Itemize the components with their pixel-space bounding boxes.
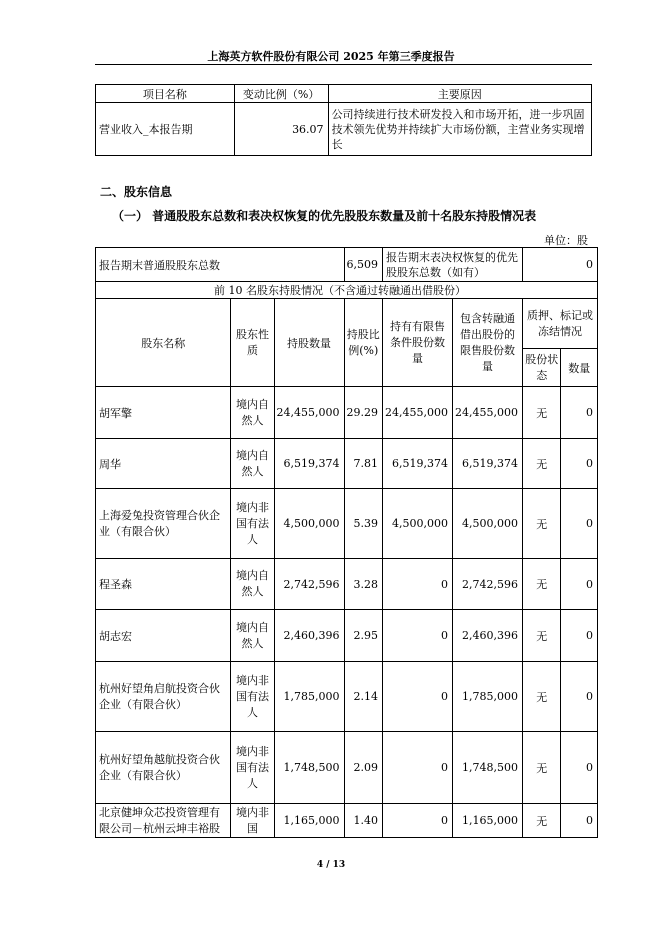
incl-lent-shares: 1,748,500 bbox=[453, 732, 523, 804]
share-status: 无 bbox=[523, 489, 561, 559]
shareholder-name: 周华 bbox=[96, 439, 231, 489]
share-status: 无 bbox=[523, 610, 561, 662]
shareholder-nature: 境内非国有法人 bbox=[231, 732, 274, 804]
top10-title: 前 10 名股东持股情况（不含通过转融通出借股份） bbox=[96, 282, 598, 299]
ratio: 2.95 bbox=[344, 610, 383, 662]
shareholder-name: 杭州好望角启航投资合伙企业（有限合伙） bbox=[96, 662, 231, 732]
shareholder-nature: 境内自然人 bbox=[231, 559, 274, 610]
pledge-quantity: 0 bbox=[561, 804, 598, 838]
pledge-quantity: 0 bbox=[561, 559, 598, 610]
incl-lent-shares: 2,460,396 bbox=[453, 610, 523, 662]
restricted-shares: 24,455,000 bbox=[383, 387, 453, 439]
ratio: 3.28 bbox=[344, 559, 383, 610]
change-ratio: 36.07 bbox=[234, 103, 328, 156]
shares: 2,742,596 bbox=[274, 559, 344, 610]
incl-lent-shares: 1,165,000 bbox=[453, 804, 523, 838]
header-ratio: 持股比例(%) bbox=[344, 299, 383, 387]
shares: 1,165,000 bbox=[274, 804, 344, 838]
change-reason: 公司持续进行技术研发投入和市场开拓，进一步巩固技术领先优势并持续扩大市场份额，主营业务实现增长 bbox=[328, 103, 591, 156]
share-status: 无 bbox=[523, 662, 561, 732]
pledge-quantity: 0 bbox=[561, 732, 598, 804]
table-row bbox=[96, 387, 598, 439]
share-status: 无 bbox=[523, 732, 561, 804]
header-change-ratio: 变动比例（%） bbox=[234, 85, 328, 103]
header-shares: 持股数量 bbox=[274, 299, 344, 387]
restricted-shares: 6,519,374 bbox=[383, 439, 453, 489]
ratio: 29.29 bbox=[344, 387, 383, 439]
shareholder-table bbox=[95, 247, 598, 838]
pledge-quantity: 0 bbox=[561, 610, 598, 662]
shares: 24,455,000 bbox=[274, 387, 344, 439]
table-row bbox=[96, 439, 598, 489]
table-row bbox=[96, 610, 598, 662]
shareholder-nature: 境内自然人 bbox=[231, 610, 274, 662]
pledge-quantity: 0 bbox=[561, 662, 598, 732]
total-shareholders-value: 6,509 bbox=[344, 248, 383, 282]
ratio: 2.09 bbox=[344, 732, 383, 804]
ratio: 5.39 bbox=[344, 489, 383, 559]
page-header: 上海英方软件股份有限公司 2025 年第三季度报告 bbox=[207, 50, 455, 63]
unit-label: 单位：股 bbox=[544, 234, 588, 247]
incl-lent-shares: 4,500,000 bbox=[453, 489, 523, 559]
ratio: 2.14 bbox=[344, 662, 383, 732]
incl-lent-shares: 1,785,000 bbox=[453, 662, 523, 732]
shares: 1,785,000 bbox=[274, 662, 344, 732]
ratio: 1.40 bbox=[344, 804, 383, 838]
shares: 1,748,500 bbox=[274, 732, 344, 804]
shareholder-nature: 境内非国有法人 bbox=[231, 489, 274, 559]
preferred-shareholders-label: 报告期末表决权恢复的优先股股东总数（如有） bbox=[383, 248, 523, 282]
page-number: 4 / 13 bbox=[316, 860, 346, 870]
shareholder-nature: 境内自然人 bbox=[231, 439, 274, 489]
share-status: 无 bbox=[523, 439, 561, 489]
pledge-quantity: 0 bbox=[561, 439, 598, 489]
shareholder-name: 程圣森 bbox=[96, 559, 231, 610]
incl-lent-shares: 24,455,000 bbox=[453, 387, 523, 439]
restricted-shares: 4,500,000 bbox=[383, 489, 453, 559]
header-reason: 主要原因 bbox=[328, 85, 591, 103]
header-incl-lent: 包含转融通借出股份的限售股份数量 bbox=[453, 299, 523, 387]
restricted-shares: 0 bbox=[383, 804, 453, 838]
shares: 2,460,396 bbox=[274, 610, 344, 662]
shareholder-name: 上海爱兔投资管理合伙企业（有限合伙） bbox=[96, 489, 231, 559]
shares: 4,500,000 bbox=[274, 489, 344, 559]
incl-lent-shares: 2,742,596 bbox=[453, 559, 523, 610]
pledge-quantity: 0 bbox=[561, 489, 598, 559]
table-row bbox=[96, 662, 598, 732]
header-share-status: 股份状态 bbox=[523, 349, 561, 387]
shareholder-nature: 境内非国有法人 bbox=[231, 662, 274, 732]
header-item-name: 项目名称 bbox=[96, 85, 235, 103]
share-status: 无 bbox=[523, 387, 561, 439]
subsection-title: （一） 普通股股东总数和表决权恢复的优先股股东数量及前十名股东持股情况表 bbox=[112, 209, 537, 223]
shareholder-nature: 境内自然人 bbox=[231, 387, 274, 439]
table-row bbox=[96, 559, 598, 610]
item-name: 营业收入_本报告期 bbox=[96, 103, 235, 156]
header-restricted: 持有有限售条件股份数量 bbox=[383, 299, 453, 387]
restricted-shares: 0 bbox=[383, 662, 453, 732]
total-shareholders-label: 报告期末普通股股东总数 bbox=[96, 248, 345, 282]
shareholder-name: 胡军擎 bbox=[96, 387, 231, 439]
restricted-shares: 0 bbox=[383, 559, 453, 610]
header-quantity: 数量 bbox=[561, 349, 598, 387]
shareholder-nature: 境内非国 bbox=[231, 804, 274, 838]
section-title: 二、股东信息 bbox=[100, 185, 173, 199]
table-row bbox=[96, 732, 598, 804]
change-table bbox=[95, 84, 592, 156]
shareholder-name: 胡志宏 bbox=[96, 610, 231, 662]
share-status: 无 bbox=[523, 559, 561, 610]
header-pledge: 质押、标记或冻结情况 bbox=[523, 299, 598, 349]
incl-lent-shares: 6,519,374 bbox=[453, 439, 523, 489]
shareholder-name: 杭州好望角越航投资合伙企业（有限合伙） bbox=[96, 732, 231, 804]
pledge-quantity: 0 bbox=[561, 387, 598, 439]
shares: 6,519,374 bbox=[274, 439, 344, 489]
header-shareholder-name: 股东名称 bbox=[96, 299, 231, 387]
header-shareholder-nature: 股东性质 bbox=[231, 299, 274, 387]
shareholder-name: 北京健坤众芯投资管理有限公司－杭州云坤丰裕股 bbox=[96, 804, 231, 838]
restricted-shares: 0 bbox=[383, 610, 453, 662]
header-rule bbox=[95, 64, 592, 65]
preferred-shareholders-value: 0 bbox=[523, 248, 598, 282]
ratio: 7.81 bbox=[344, 439, 383, 489]
share-status: 无 bbox=[523, 804, 561, 838]
table-row bbox=[96, 489, 598, 559]
table-row bbox=[96, 804, 598, 838]
restricted-shares: 0 bbox=[383, 732, 453, 804]
